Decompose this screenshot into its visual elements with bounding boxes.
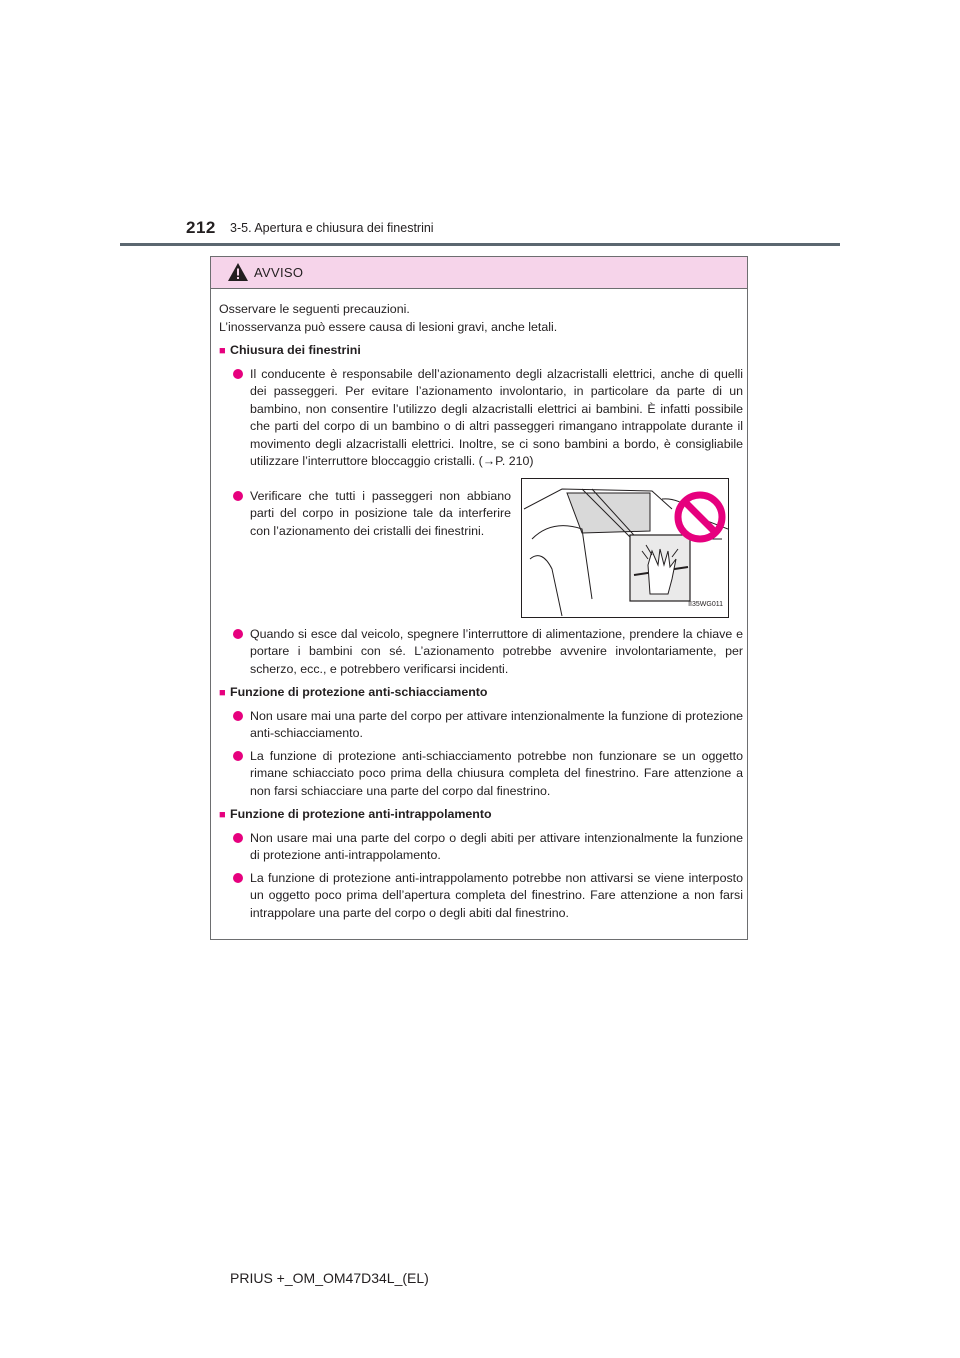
section-heading — [219, 684, 743, 703]
list-item — [219, 488, 511, 618]
list-item — [219, 870, 743, 923]
list-item — [219, 748, 743, 801]
illustration — [521, 478, 729, 618]
list-item-text: Non usare mai una parte del corpo per attivare intenzionalmente la funzione di protezione anti-schiacciamento. — [250, 708, 743, 740]
section-heading — [219, 806, 743, 825]
list-item-text: La funzione di protezione anti-intrappolamento potrebbe non attivarsi se viene interposto un oggetto poco prima dell’apertura completa del finestrino. Fare attenzione a non farsi intrappolare una parte del corpo o degli abiti dal finestrino. — [250, 870, 743, 920]
heading-text: Funzione di protezione anti-schiacciamento — [230, 685, 488, 699]
heading-text: Chiusura dei finestrini — [230, 343, 361, 357]
list-item-text: Quando si esce dal veicolo, spegnere l’interruttore di alimentazione, prendere la chiave e portare i bambini con sé. L’azionamento potrebbe avvenire involontariamente, per scherzo, ecc., e potrebbero verificarsi incidenti. — [250, 626, 743, 676]
page-number: 212 — [186, 218, 216, 237]
bullet-icon — [233, 833, 243, 843]
bullet-icon — [233, 491, 243, 501]
figure-code: II35WG011 — [688, 601, 723, 608]
list-item-text: Non usare mai una parte del corpo o degli abiti per attivare intenzionalmente la funzione di protezione anti-intrappolamento. — [250, 830, 743, 862]
intro-line: Osservare le seguenti precauzioni. — [219, 302, 410, 316]
list-item-text: Il conducente è responsabile dell’azionamento degli alzacristalli elettrici, anche di quelli dei passeggeri. Per evitare l’azionamento involontario, in particolare da parte di un bambino, non consentire l’utilizzo degli alzacristalli elettrici ai bambini. È infatti possibile che parti del corpo di un bambino o di altri passeggeri rimangano intrappolate durante il movimento degli alzacristalli elettrici. Inoltre, se ci sono bambini a bordo, è consigliabile utilizzare l’interruttore bloccaggio cristalli. (→P. 210) — [250, 366, 743, 468]
warning-triangle-icon — [227, 262, 249, 282]
heading-text: Funzione di protezione anti-intrappolamento — [230, 807, 492, 821]
bullet-icon — [233, 873, 243, 883]
section-title: 3-5. Apertura e chiusura dei finestrini — [230, 221, 434, 235]
section-heading — [219, 342, 743, 361]
bullet-icon — [233, 711, 243, 721]
header-rule — [120, 243, 840, 246]
warning-header — [211, 257, 747, 289]
list-item — [219, 366, 743, 471]
figure-row — [219, 478, 743, 618]
warning-box — [210, 256, 748, 940]
prohibition-icon — [678, 495, 722, 539]
list-item-text: Verificare che tutti i passeggeri non abbiano parti del corpo in posizione tale da interferire con l’azionamento dei cristalli dei finestrini. — [250, 488, 511, 538]
bullet-icon — [233, 369, 243, 379]
footer-doc-code: PRIUS +_OM_OM47D34L_(EL) — [230, 1270, 429, 1286]
page-reference[interactable]: →P. 210) — [482, 454, 534, 468]
bullet-icon — [233, 629, 243, 639]
list-item — [219, 830, 743, 865]
square-bullet-icon: ■ — [219, 809, 226, 821]
square-bullet-icon: ■ — [219, 687, 226, 699]
warning-label: AVVISO — [254, 265, 304, 280]
list-item-text: La funzione di protezione anti-schiacciamento potrebbe non funzionare se un oggetto rimane schiacciato poco prima della chiusura completa del finestrino. Fare attenzione a non farsi schiacciare una parte del corpo dal finestrino. — [250, 748, 743, 798]
list-item — [219, 626, 743, 679]
intro-line: L’inosservanza può essere causa di lesioni gravi, anche letali. — [219, 319, 558, 334]
square-bullet-icon: ■ — [219, 345, 226, 357]
list-item — [219, 708, 743, 743]
bullet-icon — [233, 751, 243, 761]
warning-body — [219, 301, 743, 922]
